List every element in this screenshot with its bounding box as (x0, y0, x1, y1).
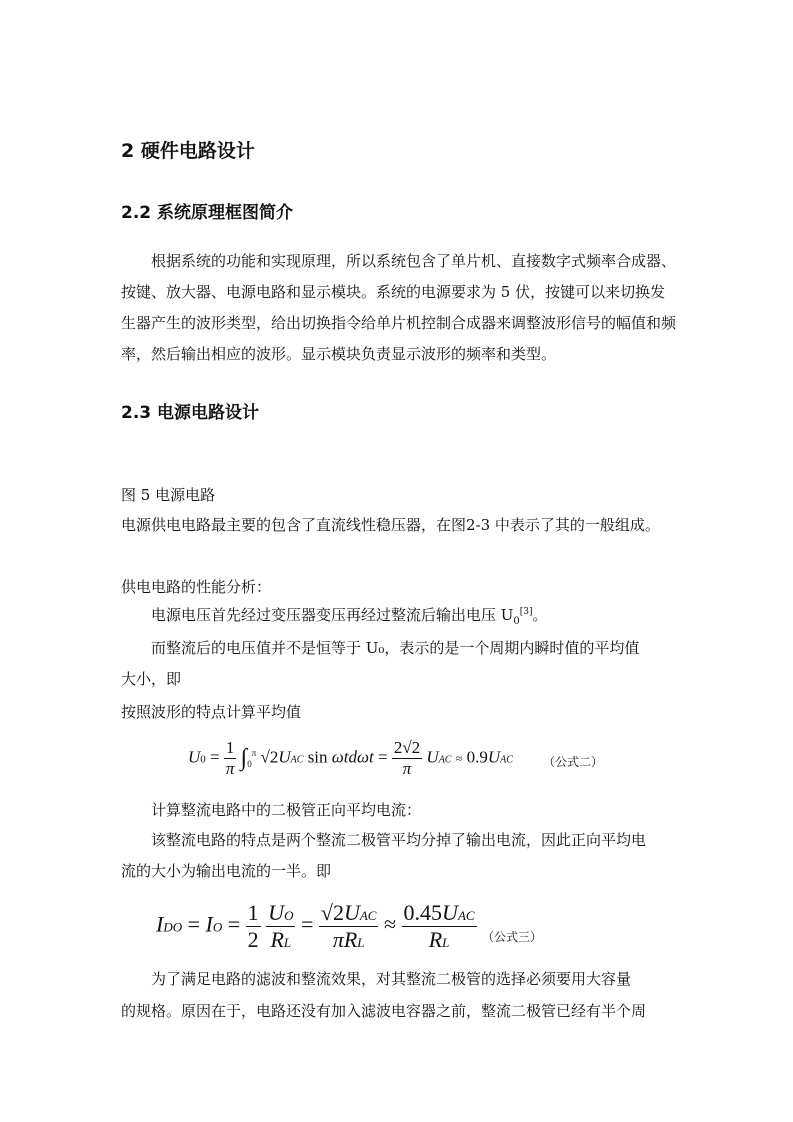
frac-root2-uac-over-pi-rl: $\frac{\text{√2UAC}}{\text{πRL}}$ (320, 900, 377, 952)
average-paragraph-line2: 大小，即 (121, 670, 182, 688)
analysis-title: 供电电路的性能分析： (121, 578, 272, 596)
formula-two-tag: （公式二） (543, 755, 604, 769)
frac-two-root-two-over-pi: $\frac{2√2}{\pi}$ (393, 738, 421, 778)
section-2-2-title: 2.2 系统原理框图简介 (121, 203, 294, 223)
calc-average-line: 按照波形的特点计算平均值 (121, 703, 302, 721)
supply-paragraph: 电源供电电路最主要的包含了直流线性稳压器，在图2-3 中表示了其的一般组成。 (121, 516, 660, 534)
characteristic-line2: 流的大小为输出电流的一半。即 (121, 862, 332, 880)
section-2-2-paragraph (121, 246, 676, 370)
frac-one-over-pi: $\frac{1}{\pi}$ (225, 738, 235, 778)
citation-ref: [3] (519, 607, 533, 617)
u0-end: 。 (532, 606, 548, 624)
final-paragraph-line2: 的规格。原因在于，电路还没有加入滤波电容器之前，整流二极管已经有半个周 (121, 1002, 647, 1020)
section-title: 2 硬件电路设计 (121, 140, 255, 162)
formula-three-tag: （公式三） (482, 930, 543, 944)
frac-045-uac-over-rl: $\frac{\text{0.45UAC}}{RL}$ (403, 900, 475, 952)
figure-caption: 图 5 电源电路 (121, 486, 216, 504)
frac-half: $\frac{1}{2}$ (247, 900, 259, 952)
formula-two: U0 = $\frac{1}{\pi}$ $\int_0^\pi$ √2UAC sin ωtdωt = $\frac{2√2}{\pi}$ UAC ≈ 0.9UAC (188, 738, 513, 778)
frac-uo-over-rl: $\frac{UO}{RL}$ (268, 900, 294, 952)
section-2-2-text: 根据系统的功能和实现原理，所以系统包含了单片机、直接数字式频率合成器、按键、放大器、电源电路和显示模块。系统的电源要求为 5 伏，按键可以来切换发生器产生的波形类型，给出切换指令给单片机控制合成器来调整波形信号的幅值和频率，然后输出相应的波形。显示模块负责显示波形的频率和类型。 (121, 252, 677, 363)
formula-three: IDO = IO = $\frac{1}{2}$ $\frac{UO}{RL}$ = $\frac{\text{√2UAC}}{\text{πRL}}$ ≈ $\frac{\text{0.45UAC}}{RL}$ (156, 900, 475, 952)
average-paragraph-line1: 而整流后的电压值并不是恒等于 U₀，表示的是一个周期内瞬时值的平均值 (151, 639, 640, 657)
diode-current-line: 计算整流电路中的二极管正向平均电流： (151, 801, 422, 819)
section-2-3-title: 2.3 电源电路设计 (121, 403, 260, 423)
u0-text: 电源电压首先经过变压器变压再经过整流后输出电压 U (151, 606, 514, 624)
u0-paragraph (151, 604, 548, 627)
u0-subscript: 0 (513, 616, 520, 627)
final-paragraph-line1: 为了满足电路的滤波和整流效果，对其整流二极管的选择必须要用大容量 (151, 970, 632, 988)
characteristic-line1: 该整流电路的特点是两个整流二极管平均分掉了输出电流，因此正向平均电 (151, 831, 647, 849)
